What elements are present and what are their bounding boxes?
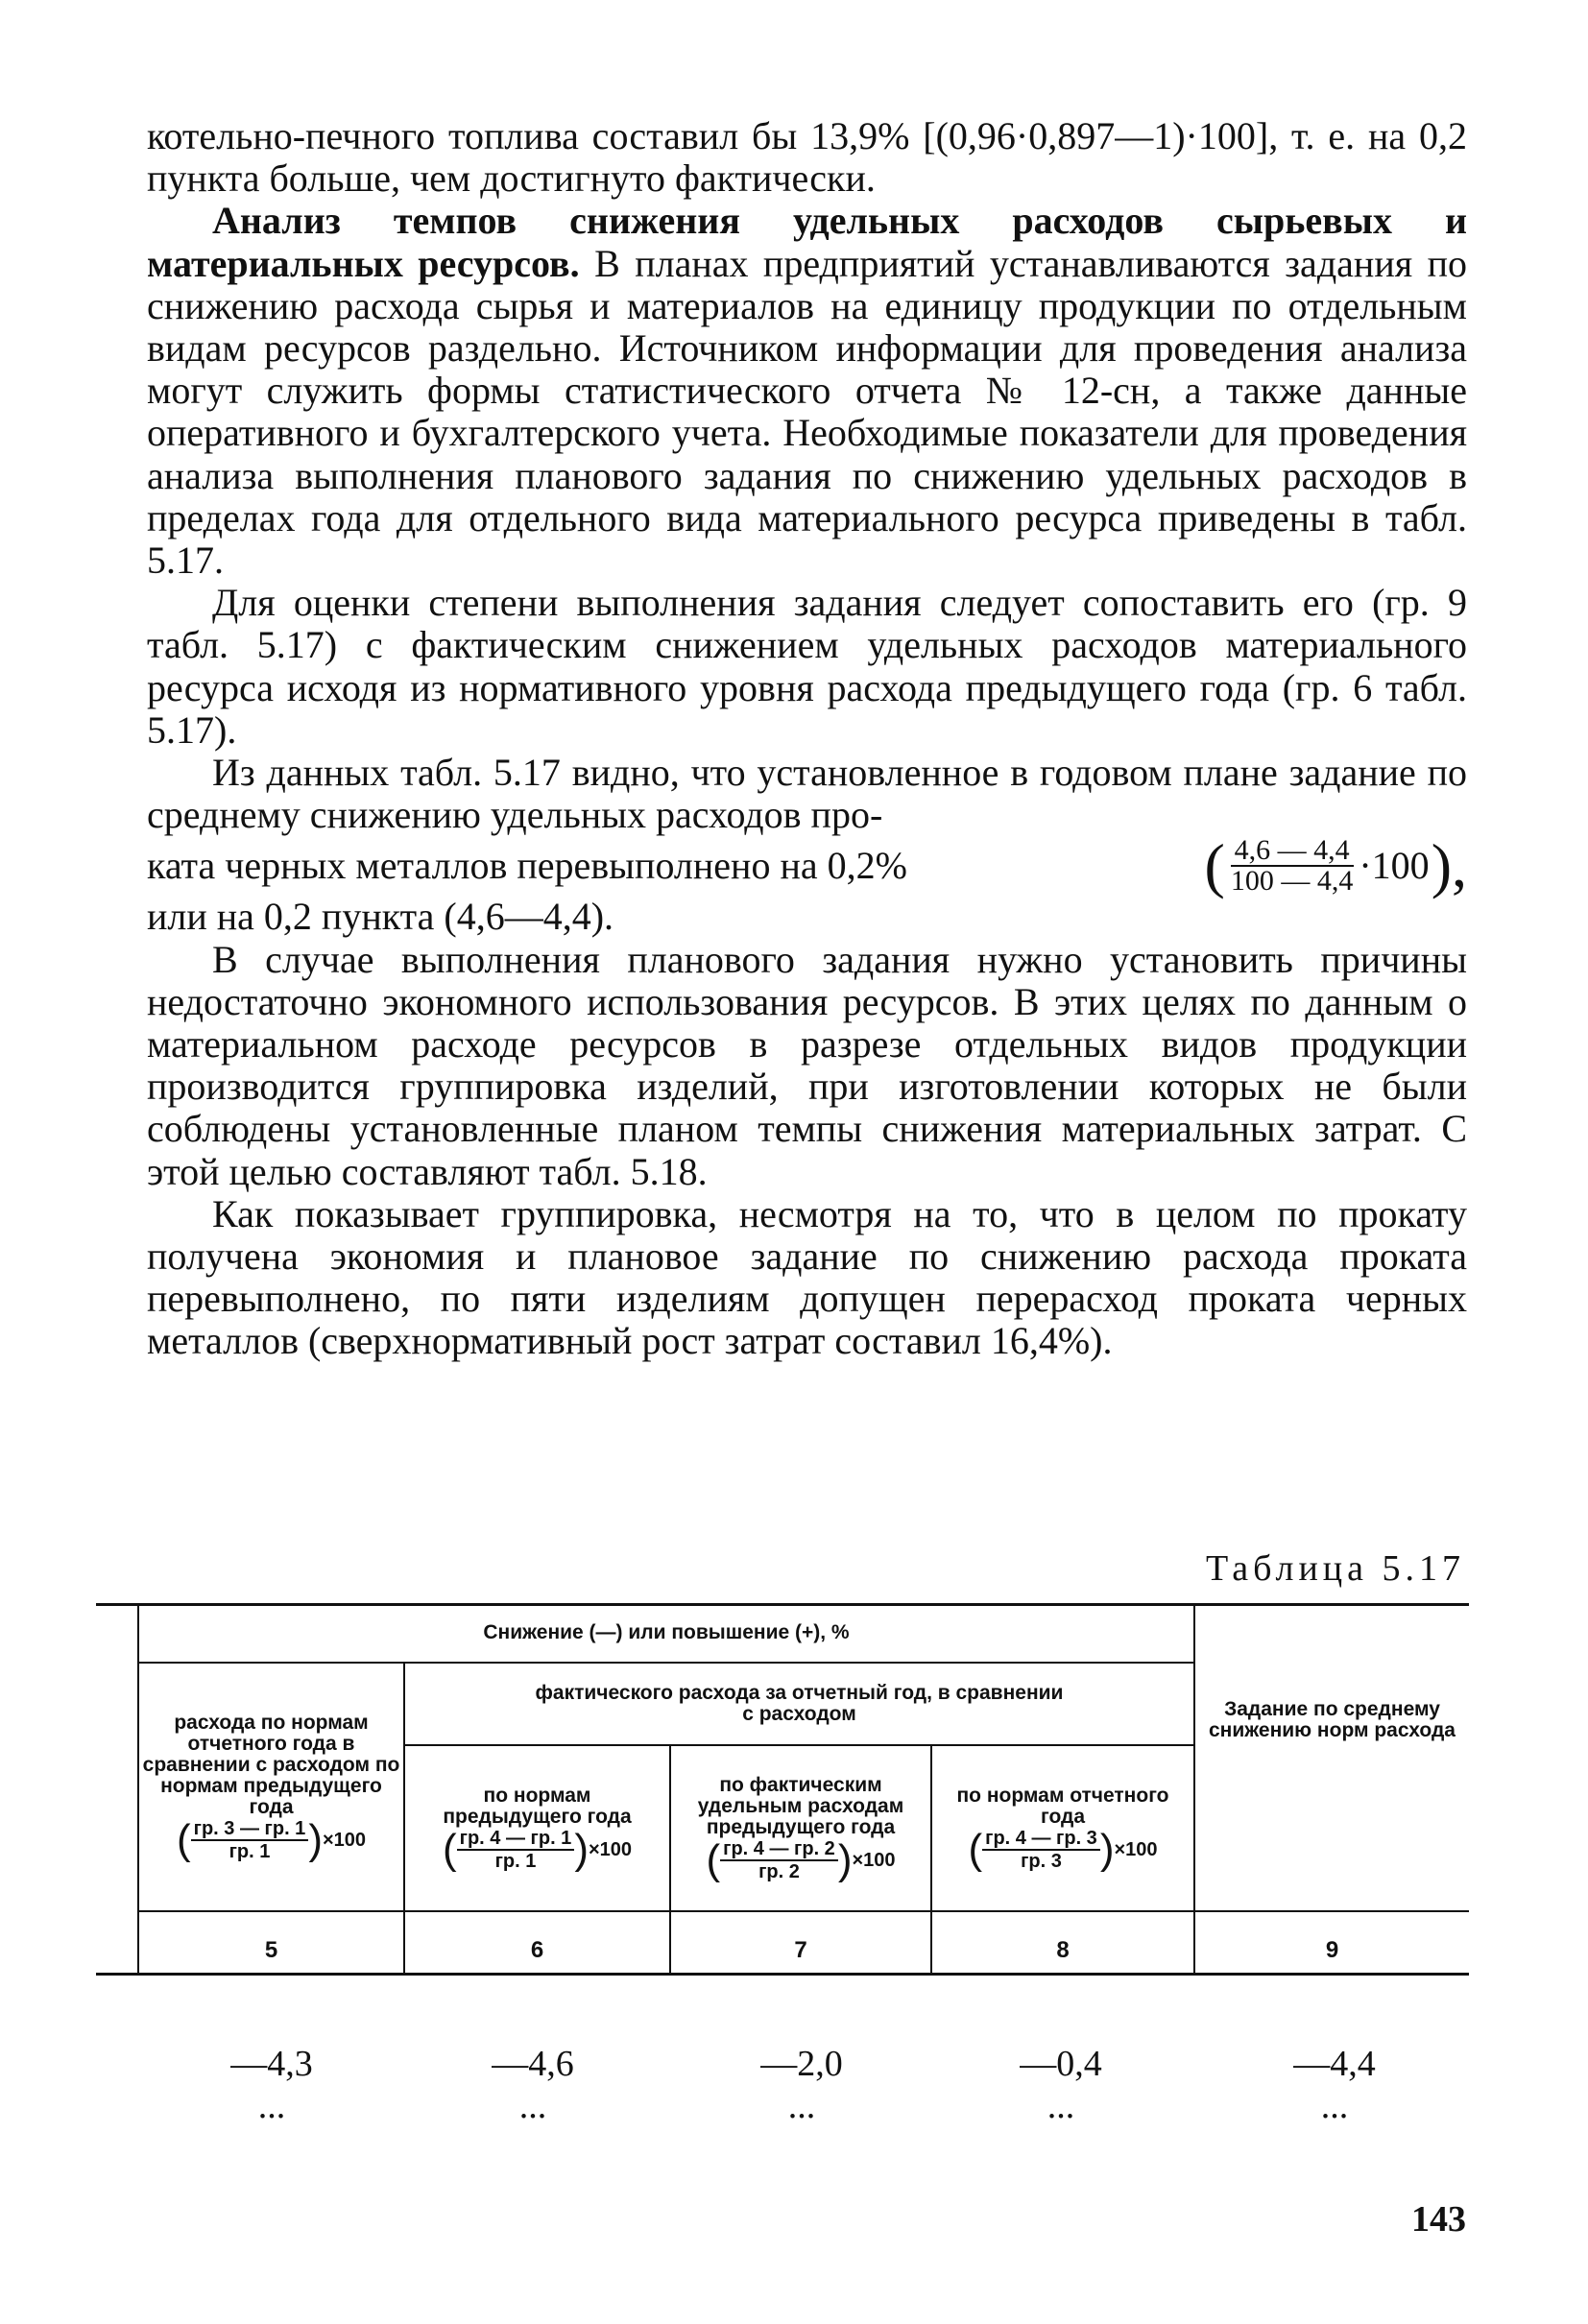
formula-close-paren: ), (1431, 831, 1467, 900)
paragraph-1-body: В планах предприятий устанавливаются задания по снижению расхода сырья и материалов на единицу продукции по отдельным видам ресурсов раздельно. Источником информации для проведения анализа могут служить формы статистического отчета № 12-сн, а также данные оперативного и бухгалтерского учета. Необходимые показатели для проведения анализа выполнения планового задания по снижению удельных расходов в пределах года для отдельного вида материального ресурса приведены в табл. 5.17. (147, 241, 1467, 583)
header-col-6 (405, 1746, 669, 1910)
col-8-open-paren: ( (968, 1825, 983, 1873)
col-5-denominator: гр. 1 (229, 1840, 271, 1862)
paragraph-3-formula-line (147, 831, 1467, 900)
table-caption: Таблица 5.17 (1205, 1548, 1465, 1589)
header-col-8 (932, 1746, 1193, 1910)
formula-numerator: 4,6 — 4,4 (1231, 836, 1354, 867)
value-col-9 (1239, 2043, 1431, 2127)
col-5-fraction (191, 1818, 309, 1862)
value-col-8-number: —0,4 (1020, 2044, 1102, 2084)
col-8-multiplier: ×100 (1114, 1838, 1158, 1860)
col-6-numerator: гр. 4 — гр. 1 (457, 1828, 575, 1851)
col-6-denominator: гр. 1 (494, 1850, 537, 1872)
header-col-5-text: расхода по нормам отчетного года в сравнении с расходом по нормам предыдущего года (142, 1711, 400, 1818)
header-col-6-formula (442, 1825, 633, 1873)
header-actual-expense (405, 1664, 1193, 1744)
paragraph-2: Для оценки степени выполнения задания следует сопоставить его (гр. 9 табл. 5.17) с фактическим снижением удельных расходов материального ресурса исходя из нормативного уровня расхода предыдущего года (гр. 6 табл. 5.17). (147, 581, 1467, 752)
col-5-multiplier: ×100 (322, 1829, 367, 1851)
header-col-7 (671, 1746, 930, 1910)
value-col-6 (437, 2043, 629, 2127)
body-text (147, 115, 1467, 1363)
col-8-fraction (982, 1828, 1100, 1872)
formula-multiplier: ·100 (1359, 844, 1430, 888)
value-col-9-ellipsis: ... (1320, 2086, 1349, 2126)
col-7-close-paren: ) (837, 1835, 853, 1883)
section-heading: Анализ темпов снижения удельных расходов сырьевых и материальных ресурсов. (147, 199, 1467, 285)
col-5-numerator: гр. 3 — гр. 1 (191, 1818, 309, 1841)
value-col-7 (706, 2043, 898, 2127)
col-number-5: 5 (264, 1937, 278, 1963)
col-6-open-paren: ( (442, 1825, 457, 1873)
value-col-6-ellipsis: ... (518, 2086, 547, 2126)
value-col-9-number: —4,4 (1293, 2044, 1376, 2084)
paragraph-3-line-1: Из данных табл. 5.17 видно, что установленное в годовом плане задание по среднему снижению удельных расходов про- (147, 751, 1467, 837)
header-reduction-or-increase-text: Снижение (—) или повышение (+), % (483, 1620, 850, 1643)
value-col-7-ellipsis: ... (787, 2086, 816, 2126)
value-col-5-number: —4,3 (230, 2044, 313, 2084)
col-7-numerator: гр. 4 — гр. 2 (720, 1838, 838, 1861)
value-col-6-number: —4,6 (492, 2044, 574, 2084)
table-5-17 (96, 1603, 1469, 1982)
table-bottom-rule (96, 1973, 1469, 1976)
col-number-7: 7 (794, 1937, 807, 1963)
header-actual-expense-text: фактического расхода за отчетный год, в сравнении с расходом (535, 1682, 1064, 1725)
overfulfillment-formula (1204, 831, 1467, 900)
col-number-8: 8 (1056, 1937, 1070, 1963)
value-col-8 (965, 2043, 1157, 2127)
col-8-denominator: гр. 3 (1021, 1850, 1062, 1872)
col-number-9: 9 (1325, 1937, 1339, 1963)
header-col-8-formula (968, 1825, 1158, 1873)
header-col-9-text: Задание по среднему снижению норм расхода (1209, 1698, 1456, 1741)
col-7-multiplier: ×100 (852, 1849, 896, 1871)
table-values-row (96, 2043, 1469, 2126)
col-7-fraction (720, 1838, 838, 1882)
col-8-numerator: гр. 4 — гр. 3 (982, 1828, 1100, 1851)
table-hrule-above-col-numbers (139, 1910, 1469, 1912)
paragraph-1 (147, 200, 1467, 582)
formula-open-paren: ( (1204, 831, 1225, 900)
header-col-6-text: по нормам предыдущего года (443, 1784, 632, 1828)
formula-fraction (1227, 836, 1358, 896)
value-col-8-ellipsis: ... (1047, 2086, 1075, 2126)
col-7-open-paren: ( (706, 1835, 721, 1883)
col-5-open-paren: ( (176, 1815, 191, 1863)
col-6-close-paren: ) (574, 1825, 589, 1873)
paragraph-4: В случае выполнения планового задания нужно установить причины недостаточно экономного использования ресурсов. В этих целях по данным о материальном расходе ресурсов в разрезе отдельных видов продукции производится группировка изделий, при изготовлении которых не были соблюдены установленные планом темпы снижения материальных затрат. С этой целью составляют табл. 5.18. (147, 937, 1467, 1193)
page-number: 143 (1411, 2199, 1466, 2240)
header-col-5 (139, 1664, 403, 1910)
col-number-6: 6 (530, 1937, 544, 1963)
paragraph-3-line-2: ката черных металлов перевыполнено на 0,2% (147, 844, 907, 888)
formula-denominator: 100 — 4,4 (1230, 865, 1354, 898)
col-8-close-paren: ) (1099, 1825, 1115, 1873)
value-col-7-number: —2,0 (760, 2044, 843, 2084)
col-7-denominator: гр. 2 (758, 1860, 800, 1882)
paragraph-5: Как показывает группировка, несмотря на то, что в целом по прокату получена экономия и плановое задание по снижению расхода проката перевыполнено, по пяти изделиям допущен перерасход проката черных металлов (сверхнормативный рост затрат составил 16,4%). (147, 1191, 1467, 1363)
header-col-7-text: по фактическим удельным расходам предыдущего года (697, 1773, 904, 1838)
header-col-9 (1195, 1699, 1469, 1843)
value-col-5-ellipsis: ... (257, 2086, 286, 2126)
header-col-5-formula (176, 1815, 367, 1863)
paragraph-0: котельно-печного топлива составил бы 13,9% [(0,96·0,897—1)·100], т. е. на 0,2 пункта больше, чем достигнуто фактически. (147, 114, 1467, 201)
col-5-close-paren: ) (308, 1815, 323, 1863)
header-col-7-formula (706, 1835, 896, 1883)
col-6-fraction (457, 1828, 575, 1872)
header-reduction-or-increase (139, 1603, 1193, 1662)
header-col-8-text: по нормам отчетного года (956, 1784, 1169, 1828)
value-col-5 (176, 2043, 368, 2127)
paragraph-3-line-3: или на 0,2 пункта (4,6—4,4). (147, 895, 614, 939)
col-6-multiplier: ×100 (588, 1838, 633, 1860)
